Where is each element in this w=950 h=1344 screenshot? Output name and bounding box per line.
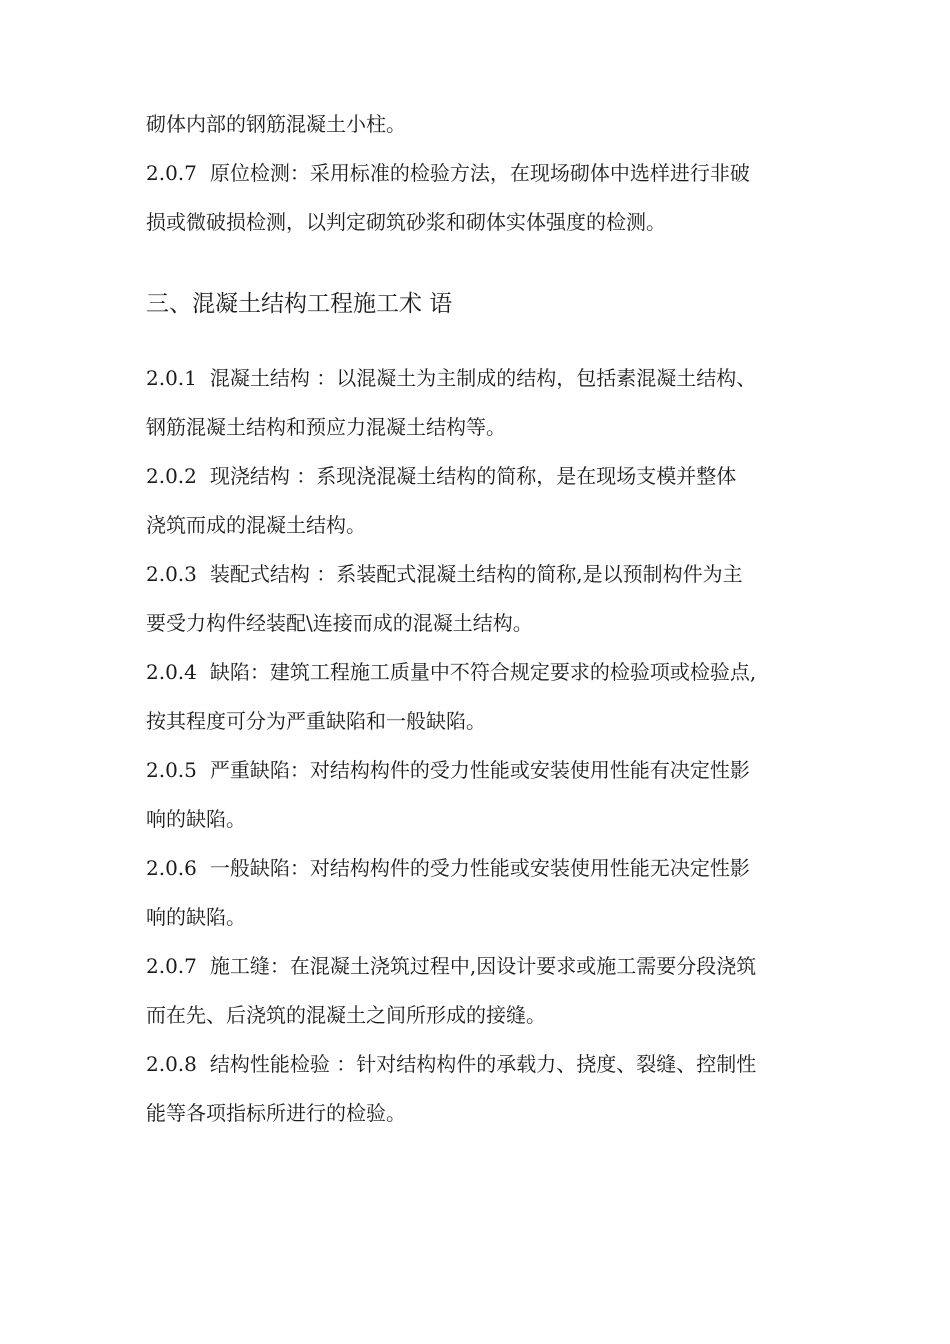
intro-entry-line1: [146, 159, 810, 187]
entry-number: 2.0.7: [146, 161, 197, 185]
term-line1: [146, 560, 810, 588]
entry-text: 结构性能检验 ：针对结构构件的承载力、挠度、裂缝、控制性: [209, 1052, 757, 1076]
term-line2: 响的缺陷。: [146, 807, 246, 831]
term-entry: [146, 952, 810, 1050]
term-line1: [146, 952, 810, 980]
term-line1: [146, 364, 810, 392]
entry-number: 2.0.1: [146, 366, 197, 390]
term-entry: [146, 756, 810, 854]
entry-text: 装配式结构 ：系装配式混凝土结构的简称,是以预制构件为主: [209, 562, 743, 586]
entry-text: 混凝土结构 ：以混凝土为主制成的结构，包括素混凝土结构、: [209, 366, 757, 390]
entry-number: 2.0.3: [146, 562, 197, 586]
entry-number: 2.0.2: [146, 464, 197, 488]
term-line1: [146, 1050, 810, 1078]
term-entry: [146, 560, 810, 658]
entry-text: 原位检测：采用标准的检验方法，在现场砌体中选样进行非破: [209, 161, 750, 185]
term-line1: [146, 854, 810, 882]
entry-number: 2.0.4: [146, 660, 197, 684]
term-line2: 而在先、后浇筑的混凝土之间所形成的接缝。: [146, 1003, 546, 1027]
entry-text: 现浇结构 ：系现浇混凝土结构的简称，是在现场支模并整体: [209, 464, 737, 488]
term-line2: 要受力构件经装配\连接而成的混凝土结构。: [146, 611, 533, 635]
term-entry: [146, 854, 810, 952]
entry-number: 2.0.6: [146, 856, 197, 880]
entry-text: 一般缺陷：对结构构件的受力性能或安装使用性能无决定性影: [209, 856, 750, 880]
document-content: [146, 110, 810, 1127]
entry-number: 2.0.5: [146, 758, 197, 782]
term-line2: 钢筋混凝土结构和预应力混凝土结构等。: [146, 415, 506, 439]
entry-number: 2.0.7: [146, 954, 197, 978]
term-line1: [146, 658, 810, 686]
entry-text: 缺陷：建筑工程施工质量中不符合规定要求的检验项或检验点,: [209, 660, 757, 684]
term-list: [146, 364, 810, 1127]
term-entry: [146, 462, 810, 560]
term-entry: [146, 658, 810, 756]
term-line2: 浇筑而成的混凝土结构。: [146, 513, 366, 537]
entry-text: 严重缺陷：对结构构件的受力性能或安装使用性能有决定性影: [209, 758, 750, 782]
term-entry: [146, 1050, 810, 1127]
term-line2: 响的缺陷。: [146, 905, 246, 929]
continued-line: 砌体内部的钢筋混凝土小柱。: [146, 112, 406, 136]
section-heading: 三、混凝土结构工程施工术 语: [146, 291, 453, 317]
intro-entry-line2: 损或微破损检测，以判定砌筑砂浆和砌体实体强度的检测。: [146, 210, 666, 234]
term-line1: [146, 462, 810, 490]
term-line1: [146, 756, 810, 784]
term-line2: 按其程度可分为严重缺陷和一般缺陷。: [146, 709, 486, 733]
entry-number: 2.0.8: [146, 1052, 197, 1076]
entry-text: 施工缝：在混凝土浇筑过程中,因设计要求或施工需要分段浇筑: [209, 954, 757, 978]
term-entry: [146, 364, 810, 462]
term-line2: 能等各项指标所进行的检验。: [146, 1101, 406, 1125]
